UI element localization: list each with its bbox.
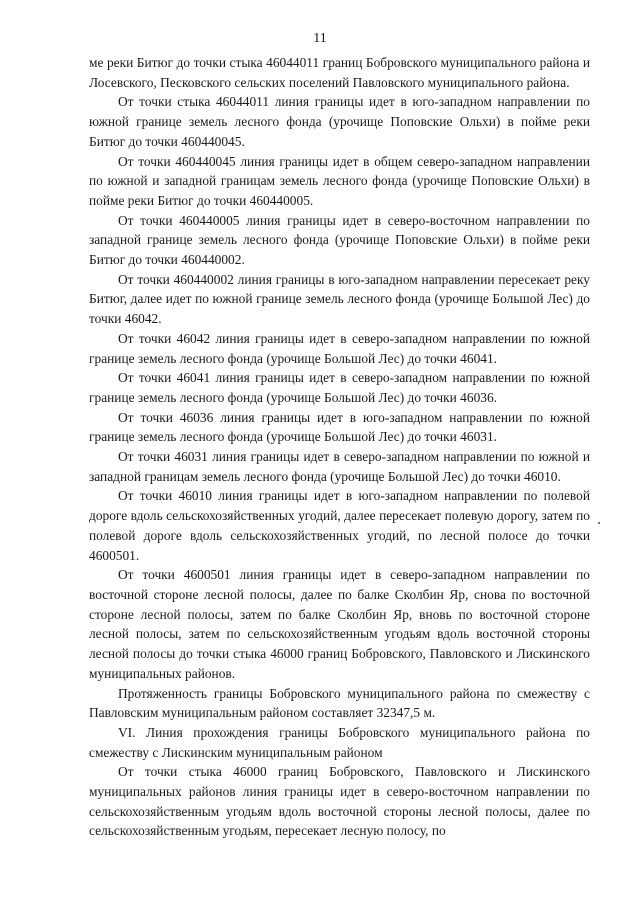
paragraph-boundary-length: Протяженность границы Бобровского муниципального района по смежеству с Павловским муниципальным районом составляет 32347,5 м.: [89, 685, 590, 721]
paragraph: От точки 46031 линия границы идет в северо-западном направлении по южной и западной границам земель лесного фонда (урочище Большой Лес) до точки 46010.: [89, 449, 590, 484]
scan-speck: [598, 522, 600, 524]
paragraph-continuation: ме реки Битюг до точки стыка 46044011 границ Бобровского муниципального района и Лосевского, Песковского сельских поселений Павловского муниципального района.: [89, 55, 590, 90]
paragraph: От точки 460440045 линия границы идет в общем северо-западном направлении по южной и западной границам земель лесного фонда (урочище Поповские Ольхи) в пойме реки Битюг до точки 460440005.: [89, 153, 590, 208]
paragraph: От точки 46042 линия границы идет в северо-западном направлении по южной границе земель лесного фонда (урочище Большой Лес) до точки 46041.: [89, 330, 590, 366]
paragraph: От точки 4600501 линия границы идет в северо-западном направлении по восточной стороне лесной полосы, далее по балке Сколбин Яр, снова по восточной стороне лесной полосы, затем по балке Сколбин Яр, вновь по восточной стороне лесной полосы, затем по сельскохозяйственным угодьям вдоль восточной стороны лесной полосы до точки стыка 46000 границ Бобровского, Павловского и Лискинского муниципальных районов.: [89, 567, 590, 681]
paragraph: От точки 46036 линия границы идет в юго-западном направлении по южной границе земель лесного фонда (урочище Большой Лес) до точки 46031.: [89, 409, 590, 445]
section-heading: VI. Линия прохождения границы Бобровского муниципального района по смежеству с Лискинским муниципальным районом: [89, 724, 590, 760]
paragraph: От точки 46010 линия границы идет в юго-западном направлении по полевой дороге вдоль сельскохозяйственных угодий, далее пересекает полевую дорогу, затем по полевой дороге вдоль сельскохозяйственных угодий, по лесной полосе до точки 4600501.: [89, 488, 590, 563]
page-number: 11: [313, 31, 327, 46]
paragraph: От точки стыка 46044011 линия границы идет в юго-западном направлении по южной границе земель лесного фонда (урочище Поповские Ольхи) в пойме реки Битюг до точки 460440045.: [89, 94, 590, 149]
paragraph: От точки 460440002 линия границы в юго-западном направлении пересекает реку Битюг, далее идет по южной границе земель лесного фонда (урочище Большой Лес) до точки 46042.: [89, 271, 590, 327]
paragraph: От точки 46041 линия границы идет в северо-западном направлении по южной границе земель лесного фонда (урочище Большой Лес) до точки 46036.: [89, 370, 590, 405]
paragraph: От точки стыка 46000 границ Бобровского, Павловского и Лискинского муниципальных районов линия границы идет в северо-восточном направлении по сельскохозяйственным угодьям вдоль восточной стороны лесной полосы, далее по сельскохозяйственным угодьям, пересекает лесную полосу, по: [89, 764, 590, 839]
document-body: [89, 53, 590, 841]
paragraph: От точки 460440005 линия границы идет в северо-восточном направлении по западной границе земель лесного фонда (урочище Поповские Ольхи) в пойме реки Битюг до точки 460440002.: [89, 212, 590, 268]
